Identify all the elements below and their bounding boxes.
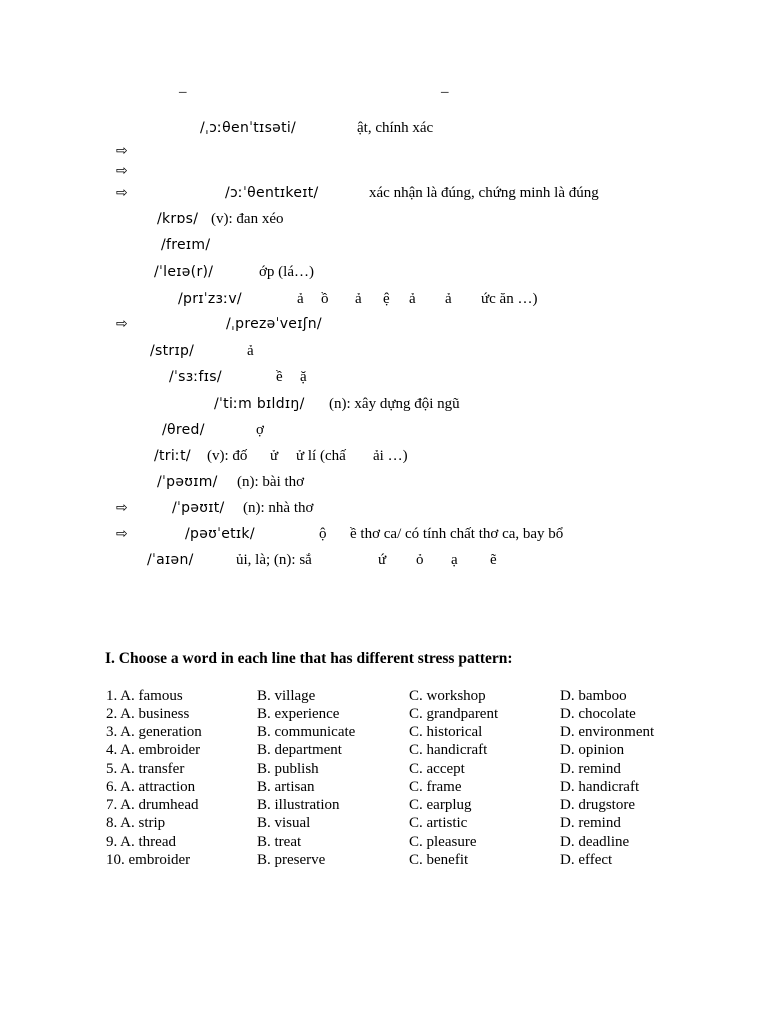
vocab-meaning: ớp (lá…) <box>259 264 314 280</box>
vocab-meaning: ợ <box>256 422 264 438</box>
vocab-meaning-fragment: ặ <box>300 369 307 385</box>
vocab-meaning-fragment: ệ <box>383 291 390 307</box>
vocab-meaning-fragment: ồ <box>321 291 329 307</box>
vocab-meaning-fragment: ử <box>270 448 279 464</box>
option-d: D. remind <box>560 815 621 831</box>
vocab-meaning-fragment: ả <box>297 291 304 307</box>
vocab-entry <box>0 341 768 361</box>
header-dash-right: – <box>441 84 449 100</box>
vocab-meaning-fragment: ả <box>409 291 416 307</box>
vocab-entry <box>0 367 768 387</box>
vocab-ipa: /ˈleɪə(r)/ <box>154 264 214 280</box>
option-c: C. handicraft <box>409 742 488 758</box>
vocab-meaning-fragment: ỏ <box>416 552 424 568</box>
option-b: B. treat <box>257 834 302 850</box>
option-a: 2. A. business <box>106 706 190 722</box>
vocab-entry <box>0 235 768 255</box>
option-a: 9. A. thread <box>106 834 176 850</box>
vocab-entry <box>0 472 768 492</box>
exercise-title: I. Choose a word in each line that has different stress pattern: <box>105 650 513 667</box>
option-c: C. benefit <box>409 852 469 868</box>
arrow-icon: ⇨ <box>116 143 128 159</box>
vocab-meaning-fragment: ề thơ ca/ có tính chất thơ ca, bay bổ <box>350 526 564 542</box>
vocab-meaning-fragment: ức ăn …) <box>481 291 538 307</box>
vocab-entry <box>0 524 768 544</box>
vocab-meaning-fragment: ề <box>276 369 283 385</box>
header-dash-left: – <box>179 84 187 100</box>
vocab-entry <box>0 209 768 229</box>
option-a: 8. A. strip <box>106 815 166 831</box>
option-c: C. artistic <box>409 815 468 831</box>
vocab-meaning: (n): nhà thơ <box>243 500 314 516</box>
option-c: C. workshop <box>409 688 486 704</box>
vocab-meaning-fragment: ộ <box>319 526 327 542</box>
option-d: D. bamboo <box>560 688 627 704</box>
option-d: D. chocolate <box>560 706 636 722</box>
vocab-ipa: /ˌprezəˈveɪʃn/ <box>226 316 322 332</box>
option-a: 7. A. drumhead <box>106 797 199 813</box>
arrow-icon: ⇨ <box>116 316 128 332</box>
option-a: 4. A. embroider <box>106 742 201 758</box>
vocab-ipa: /ˈpəʊɪm/ <box>157 474 218 490</box>
vocab-entry <box>0 446 768 466</box>
option-a: 10. embroider <box>106 852 191 868</box>
arrow-icon: ⇨ <box>116 185 128 201</box>
option-b: B. illustration <box>257 797 340 813</box>
vocab-entry <box>0 262 768 282</box>
option-d: D. handicraft <box>560 779 640 795</box>
vocab-meaning-fragment: ả <box>445 291 452 307</box>
vocab-meaning: (v): đan xéo <box>211 211 284 227</box>
vocab-meaning-fragment: ứ <box>378 552 387 568</box>
vocab-meaning-fragment: ủi, là; (n): sắ <box>236 552 312 568</box>
option-b: B. experience <box>257 706 340 722</box>
option-a: 3. A. generation <box>106 724 202 740</box>
option-d: D. opinion <box>560 742 625 758</box>
option-d: D. environment <box>560 724 655 740</box>
vocab-ipa: /ˈpəʊɪt/ <box>172 500 225 516</box>
vocab-meaning: ật, chính xác <box>357 120 434 136</box>
vocab-ipa: /ˈsɜːfɪs/ <box>169 369 222 385</box>
vocab-ipa: /prɪˈzɜːv/ <box>178 291 242 307</box>
option-c: C. grandparent <box>409 706 499 722</box>
option-c: C. accept <box>409 761 465 777</box>
vocab-meaning-fragment: ả <box>355 291 362 307</box>
vocab-meaning: ả <box>247 343 254 359</box>
option-d: D. deadline <box>560 834 630 850</box>
vocab-ipa: /freɪm/ <box>161 237 211 253</box>
vocab-meaning-fragment: ạ <box>451 552 458 568</box>
vocab-entry <box>0 394 768 414</box>
vocab-ipa: /ˌɔːθenˈtɪsəti/ <box>200 120 297 136</box>
vocab-ipa: /ɔːˈθentɪkeɪt/ <box>225 185 319 201</box>
vocab-meaning-fragment: ử lí (chấ <box>296 448 346 464</box>
option-b: B. village <box>257 688 316 704</box>
vocab-meaning: (n): bài thơ <box>237 474 305 490</box>
option-a: 6. A. attraction <box>106 779 196 795</box>
vocab-entry <box>0 183 768 203</box>
option-b: B. artisan <box>257 779 315 795</box>
vocab-ipa: /ˈtiːm bɪldɪŋ/ <box>214 396 305 412</box>
option-d: D. effect <box>560 852 613 868</box>
option-b: B. department <box>257 742 342 758</box>
arrow-icon: ⇨ <box>116 500 128 516</box>
option-c: C. pleasure <box>409 834 477 850</box>
vocab-meaning: (n): xây dựng đội ngũ <box>329 396 460 412</box>
vocab-entry <box>0 314 768 334</box>
vocab-meaning: xác nhận là đúng, chứng minh là đúng <box>369 185 599 201</box>
option-c: C. earplug <box>409 797 472 813</box>
vocab-ipa: /ˈaɪən/ <box>147 552 194 568</box>
vocab-ipa: /pəʊˈetɪk/ <box>185 526 255 542</box>
vocab-ipa: /krɒs/ <box>157 211 199 227</box>
option-b: B. visual <box>257 815 311 831</box>
vocab-entry <box>0 118 768 138</box>
vocab-entry <box>0 550 768 570</box>
option-d: D. remind <box>560 761 621 777</box>
vocab-entry <box>0 420 768 440</box>
option-a: 5. A. transfer <box>106 761 185 777</box>
option-d: D. drugstore <box>560 797 635 813</box>
vocab-meaning-fragment: ải …) <box>373 448 408 464</box>
vocab-ipa: /θred/ <box>162 422 205 438</box>
vocab-meaning-fragment: (v): đố <box>207 448 248 464</box>
option-b: B. communicate <box>257 724 356 740</box>
option-c: C. historical <box>409 724 483 740</box>
option-c: C. frame <box>409 779 462 795</box>
vocab-ipa: /strɪp/ <box>150 343 195 359</box>
option-b: B. preserve <box>257 852 326 868</box>
vocab-entry <box>0 498 768 518</box>
vocab-entry <box>0 289 768 309</box>
option-a: 1. A. famous <box>106 688 183 704</box>
arrow-icon: ⇨ <box>116 526 128 542</box>
option-b: B. publish <box>257 761 319 777</box>
vocab-meaning-fragment: ẽ <box>490 552 497 568</box>
arrow-icon: ⇨ <box>116 163 128 179</box>
vocab-ipa: /triːt/ <box>154 448 191 464</box>
